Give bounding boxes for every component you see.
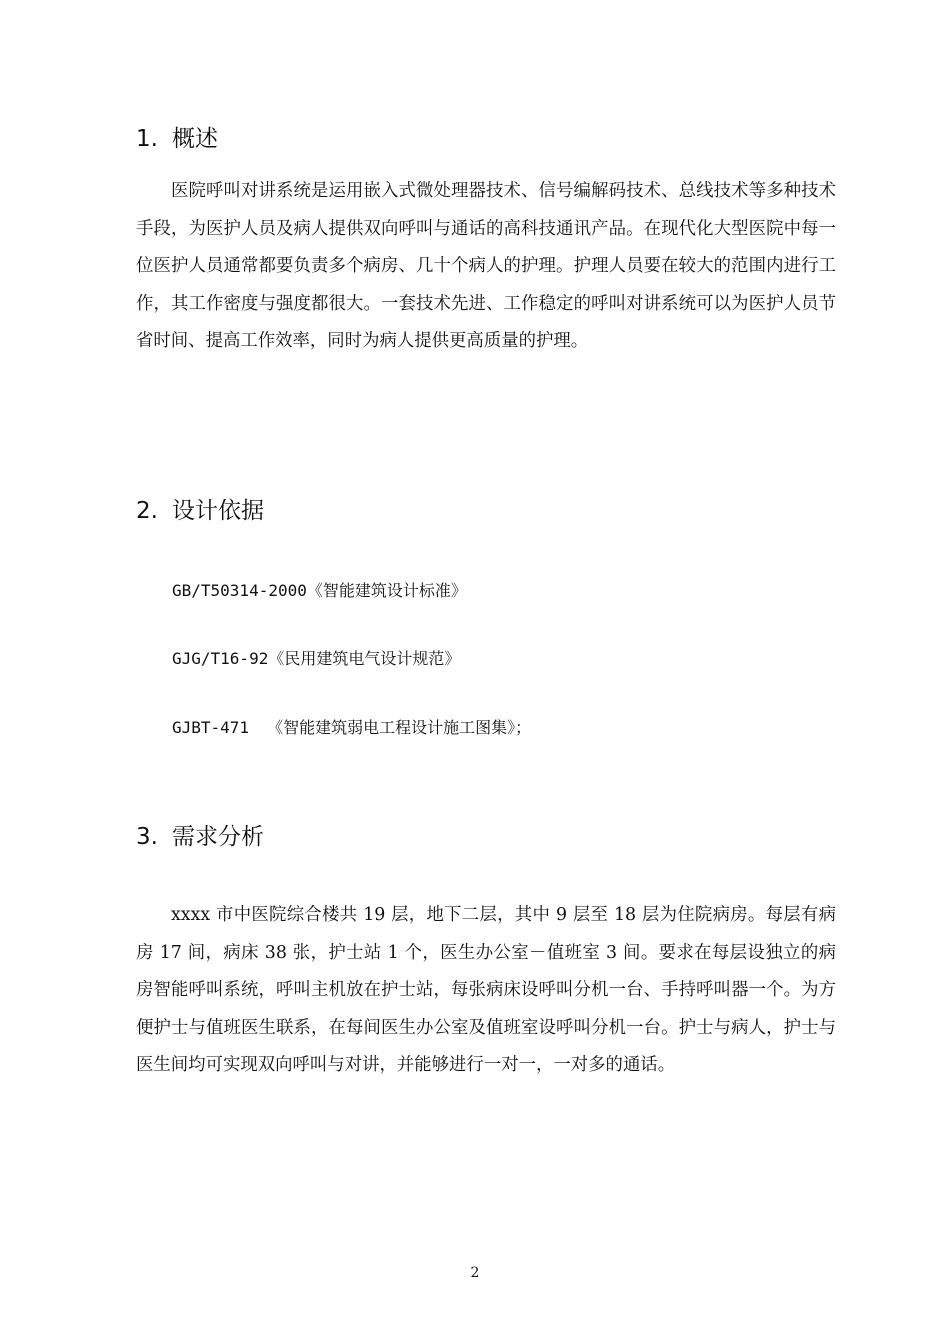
section-number: 2. — [136, 498, 158, 524]
section-number: 3. — [136, 824, 158, 850]
reference-title: 《智能建筑弱电工程设计施工图集》； — [267, 718, 532, 737]
requirements-paragraph: xxxx 市中医院综合楼共 19 层，地下二层，其中 9 层至 18 层为住院病房。每层有病房 17 间，病床 38 张，护士站 1 个，医生办公室－值班室 3 间。要求在每层设独立的病房智能呼叫系统，呼叫主机放在护士站，每张病床设呼叫分机一台、手持呼叫器一个。为方便护士与值班医生联系，在每间医生办公室及值班室设呼叫分机一台。护士与病人，护士与医生间均可实现双向呼叫与对讲，并能够进行一对一，一对多的通话。 — [136, 905, 836, 1075]
reference-code: GB/T50314-2000 — [172, 581, 307, 600]
overview-paragraph: 医院呼叫对讲系统是运用嵌入式微处理器技术、信号编解码技术、总线技术等多种技术手段，为医护人员及病人提供双向呼叫与通话的高科技通讯产品。在现代化大型医院中每一位医护人员通常都要负责多个病房、几十个病人的护理。护理人员要在较大的范围内进行工作，其工作密度与强度都很大。一套技术先进、工作稳定的呼叫对讲系统可以为医护人员节省时间、提高工作效率，同时为病人提供更高质量的护理。 — [136, 181, 836, 351]
reference-title: 《民用建筑电气设计规范》 — [268, 649, 461, 668]
section-number: 1. — [136, 126, 158, 152]
section-title: 概述 — [172, 126, 218, 152]
reference-item — [172, 716, 531, 740]
reference-code: GJBT-471 — [172, 718, 250, 737]
section-heading-requirements — [136, 822, 264, 852]
reference-code: GJG/T16-92 — [172, 649, 269, 668]
section-heading-overview — [136, 124, 218, 154]
section-heading-design-basis — [136, 496, 264, 526]
reference-title: 《智能建筑设计标准》 — [306, 581, 467, 600]
reference-item — [172, 647, 460, 671]
section-title: 设计依据 — [172, 498, 264, 524]
reference-item — [172, 579, 467, 603]
page-number: 2 — [470, 1265, 480, 1281]
section-title: 需求分析 — [172, 824, 264, 850]
